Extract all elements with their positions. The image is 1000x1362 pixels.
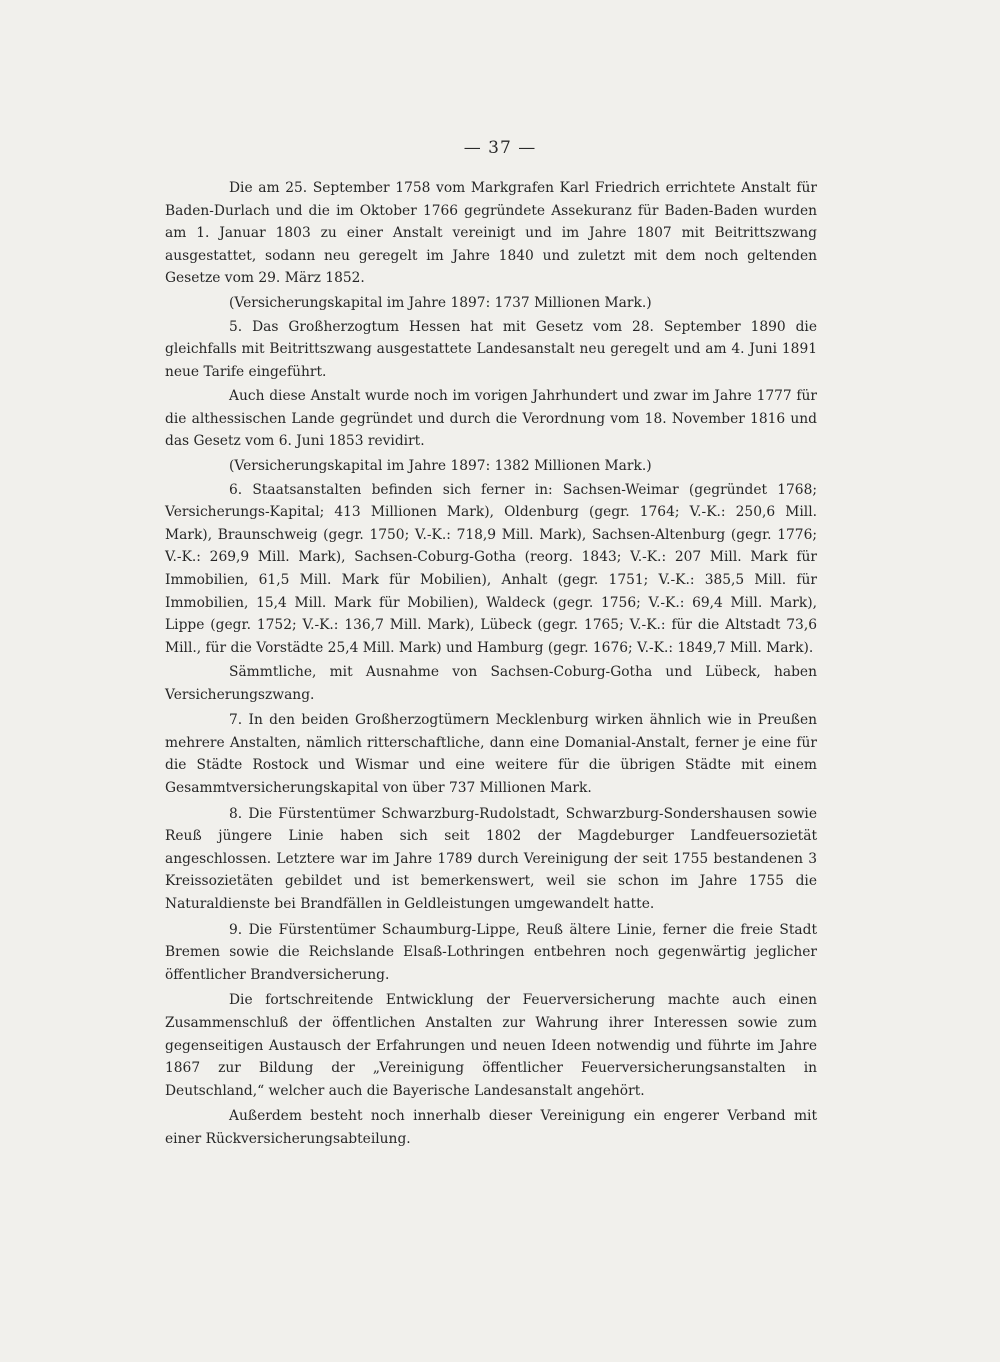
paragraph-vereinigung: Die fortschreitende Entwicklung der Feuerversicherung machte auch einen Zusammenschluß der öffentlichen Anstalten zur Wahrung ihrer Interessen sowie zum gegenseitigen Austausch der Erfahrungen und neuen Ideen notwendig und führte im Jahre 1867 zur Bildung der „Vereinigung öffentlicher Feuerversicherungsanstalten in Deutschland,“ welcher auch die Bayerische Landesanstalt angehört.	[165, 992, 817, 1099]
body-text	[165, 177, 817, 1152]
paragraph-schwarzburg: 8. Die Fürstentümer Schwarzburg-Rudolstadt, Schwarzburg-Sondershausen sowie Reuß jüngere Linie haben sich seit 1802 der Magdeburger Landfeuersozietät angeschlossen. Letztere war im Jahre 1789 durch Vereinigung der seit 1755 bestandenen 3 Kreissozietäten gebildet und ist bemerkenswert, weil sie schon im Jahre 1755 die Naturaldienste bei Brandfällen in Geldleistungen umgewandelt hatte.	[165, 805, 817, 912]
page-number: — 37 —	[463, 138, 537, 158]
paragraph-hessen: 5. Das Großherzogtum Hessen hat mit Gesetz vom 28. September 1890 die gleichfalls mit Beitrittszwang ausgestattete Landesanstalt neu geregelt und am 4. Juni 1891 neue Tarife eingeführt.	[165, 318, 817, 380]
paragraph-hessen-history: Auch diese Anstalt wurde noch im vorigen Jahrhundert und zwar im Jahre 1777 für die althessischen Lande gegründet und durch die Verordnung vom 18. November 1816 und das Gesetz vom 6. Juni 1853 revidirt.	[165, 388, 817, 450]
paragraph-versicherungszwang: Sämmtliche, mit Ausnahme von Sachsen-Coburg-Gotha und Lübeck, haben Versicherungszwang.	[165, 664, 817, 703]
paragraph-mecklenburg: 7. In den beiden Großherzogtümern Mecklenburg wirken ähnlich wie in Preußen mehrere Anstalten, nämlich ritterschaftliche, dann eine Domanial-Anstalt, ferner je eine für die Städte Rostock und Wismar und eine weitere für die übrigen Städte mit einem Gesammtversicherungskapital von über 737 Millionen Mark.	[165, 712, 817, 796]
paragraph-verband: Außerdem besteht noch innerhalb dieser Vereinigung ein engerer Verband mit einer Rückversicherungsabteilung.	[165, 1108, 817, 1147]
paragraph-hessen-capital: (Versicherungskapital im Jahre 1897: 1382 Millionen Mark.)	[229, 457, 652, 474]
paragraph-schaumburg: 9. Die Fürstentümer Schaumburg-Lippe, Reuß ältere Linie, ferner die freie Stadt Bremen sowie die Reichslande Elsaß-Lothringen entbehren noch gegenwärtig jeglicher öffentlicher Brandversicherung.	[165, 921, 817, 983]
paragraph-staatsanstalten: 6. Staatsanstalten befinden sich ferner in: Sachsen-Weimar (gegründet 1768; Versicherungs-Kapital; 413 Millionen Mark), Oldenburg (gegr. 1764; V.-K.: 250,6 Mill. Mark), Braunschweig (gegr. 1750; V.-K.: 718,9 Mill. Mark), Sachsen-Altenburg (gegr. 1776; V.-K.: 269,9 Mill. Mark), Sachsen-Coburg-Gotha (reorg. 1843; V.-K.: 207 Mill. Mark für Immobilien, 61,5 Mill. Mark für Mobilien), Anhalt (gegr. 1751; V.-K.: 385,5 Mill. für Immobilien, 15,4 Mill. Mark für Mobilien), Waldeck (gegr. 1756; V.-K.: 69,4 Mill. Mark), Lippe (gegr. 1752; V.-K.: 136,7 Mill. Mark), Lübeck (gegr. 1765; V.-K.: für die Altstadt 73,6 Mill., für die Vorstädte 25,4 Mill. Mark) und Hamburg (gegr. 1676; V.-K.: 1849,7 Mill. Mark).	[165, 481, 817, 656]
paragraph-baden-capital: (Versicherungskapital im Jahre 1897: 1737 Millionen Mark.)	[229, 294, 652, 311]
paragraph-baden: Die am 25. September 1758 vom Markgrafen Karl Friedrich errichtete Anstalt für Baden-Durlach und die im Oktober 1766 gegründete Assekuranz für Baden-Baden wurden am 1. Januar 1803 zu einer Anstalt vereinigt und im Jahre 1807 mit Beitrittszwang ausgestattet, sodann neu geregelt im Jahre 1840 und zuletzt mit dem noch geltenden Gesetze vom 29. März 1852.	[165, 180, 817, 287]
